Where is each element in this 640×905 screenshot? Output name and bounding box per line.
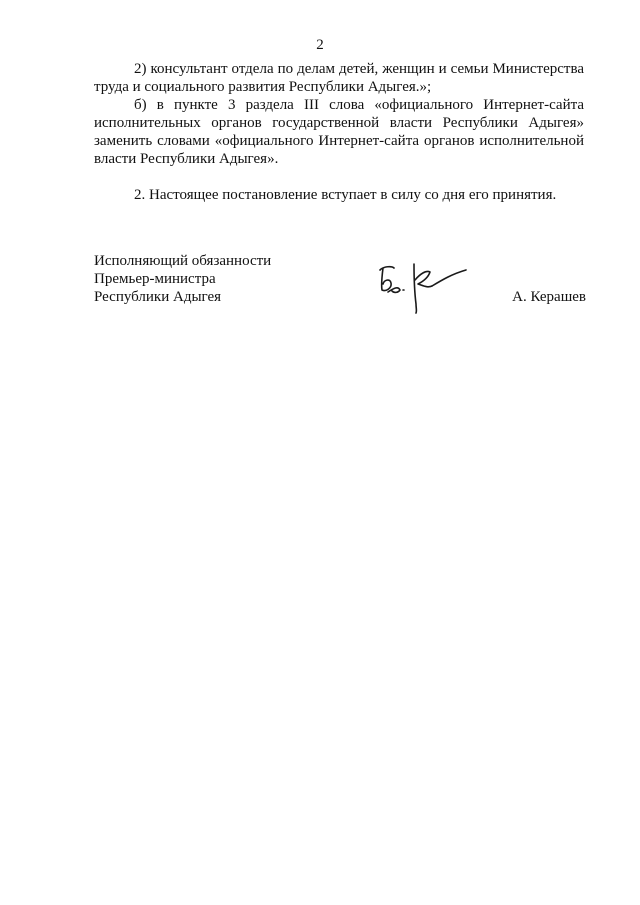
signature-block — [94, 252, 586, 322]
signatory-title-line: Исполняющий обязанности — [94, 253, 272, 269]
signatory-title — [94, 252, 354, 306]
signatory-title-line: Премьер-министра — [94, 271, 216, 287]
document-body — [94, 60, 584, 204]
paragraph-consultant: 2) консультант отдела по делам детей, женщин и семьи Министерства труда и социального развития Республики Адыгея.»; — [94, 61, 584, 95]
page-number: 2 — [316, 37, 324, 53]
signatory-title-line: Республики Адыгея — [94, 289, 222, 305]
signatory-name: А. Керашев — [512, 289, 586, 305]
paragraph-item-b: б) в пункте 3 раздела III слова «официального Интернет-сайта исполнительных органов государственной власти Республики Адыгея» заменить словами «официального Интернет-сайта органов исполнительной власти Республики Адыгея». — [94, 97, 584, 167]
paragraph-effective-date: 2. Настоящее постановление вступает в силу со дня его принятия. — [134, 187, 557, 203]
handwritten-signature — [372, 256, 472, 314]
